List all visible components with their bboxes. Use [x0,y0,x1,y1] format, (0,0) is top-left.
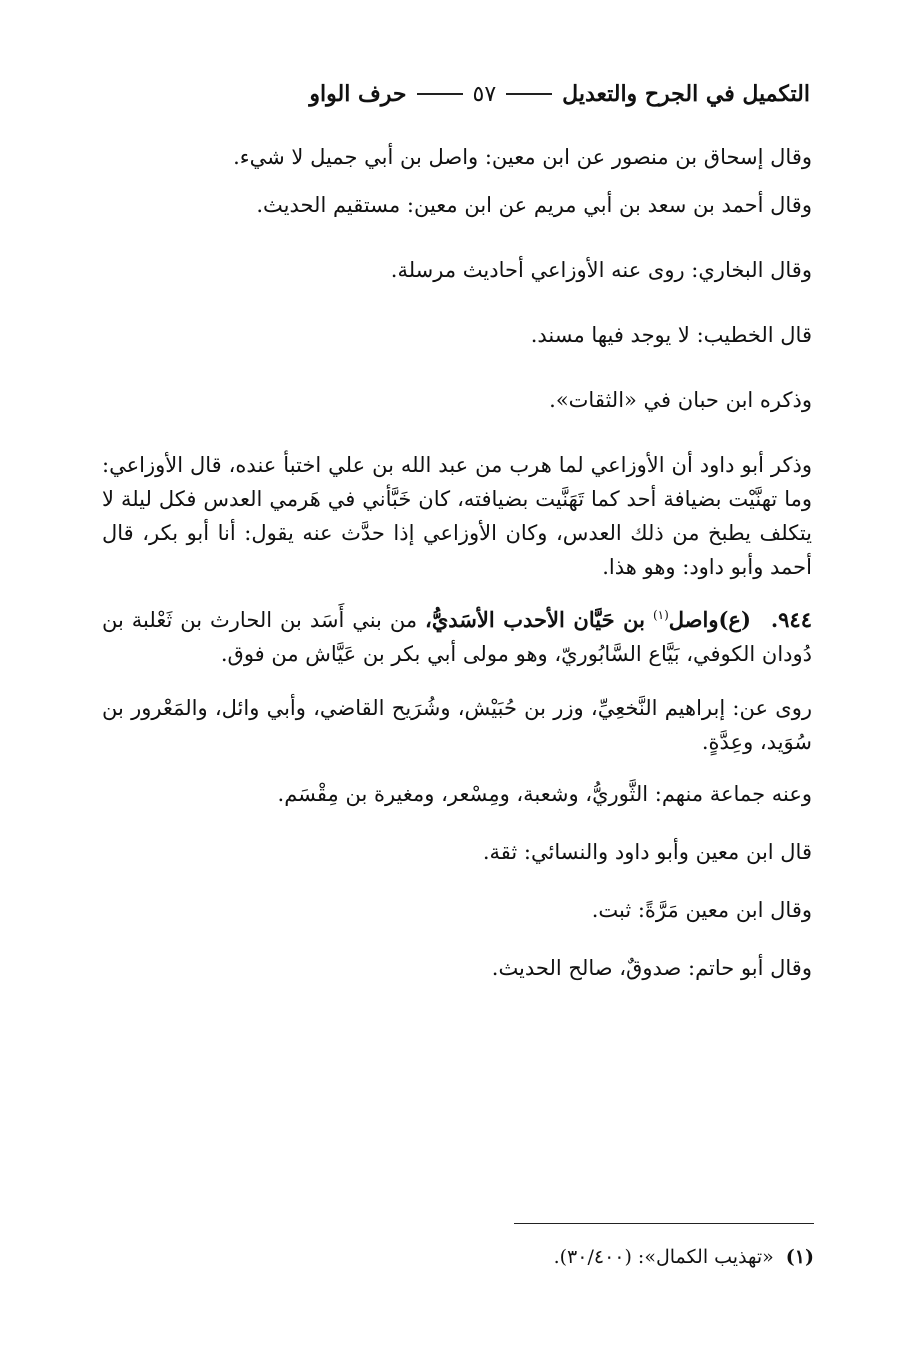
footnote-reference[interactable]: (١) [652,608,669,622]
footnote-mark: (١) [785,1246,814,1268]
running-header [110,74,810,114]
body-text [102,140,812,985]
paragraph: قال ابن معين وأبو داود والنسائي: ثقة. [482,840,812,864]
footnote-divider [514,1223,814,1224]
entry-text: من بني أَسَد بن الحارث بن ثَعْلبة بن دُودان الكوفي، بَيَّاع السَّابُوريّ، وهو مولى أبي بكر بن عَيَّاش من فوق. [102,608,812,666]
entry-siglum: (ع) [718,607,751,632]
entry-name: واصل [668,607,719,632]
entry-name-rest: بن حَيَّان الأحدب الأسَديُّ، [425,607,645,632]
paragraph: وقال أبو حاتم: صدوقٌ، صالح الحديث. [491,956,812,980]
book-title: التكميل في الجرح والتعديل [562,81,810,107]
biography-entry [102,598,812,671]
header-dash [417,93,463,95]
paragraph: وذكر أبو داود أن الأوزاعي لما هرب من عبد الله بن علي اختبأ عنده، قال الأوزاعي: وما تهنَّيْت بضيافة أحد كما تَهَنَّيت بضيافته، كان خَبَّأني في هَرمي العدس فكل ليلة لا يتكلف يطبخ من ذلك العدس، وكان الأوزاعي إذا حدَّث عنه يقول: أنا أبو بكر، قال أحمد وأبو داود: وهو هذا. [102,453,812,579]
entry-number: ٩٤٤. [770,607,812,632]
paragraph: قال الخطيب: لا يوجد فيها مسند. [530,323,812,347]
footnote [314,1242,814,1272]
paragraph: وقال البخاري: روى عنه الأوزاعي أحاديث مرسلة. [390,258,812,282]
paragraph: وقال إسحاق بن منصور عن ابن معين: واصل بن أبي جميل لا شيء. [233,145,812,169]
page-number: ٥٧ [472,81,497,107]
footnote-text: «تهذيب الكمال»: (٣٠/٤٠٠). [553,1246,774,1268]
section-title: حرف الواو [309,81,407,107]
paragraph: وعنه جماعة منهم: الثَّوريُّ، وشعبة، ومِسْعر، ومغيرة بن مِقْسَم. [277,782,812,806]
paragraph: وذكره ابن حبان في «الثقات». [549,388,812,412]
paragraph: وقال أحمد بن سعد بن أبي مريم عن ابن معين: مستقيم الحديث. [256,193,812,217]
paragraph: روى عن: إبراهيم النَّخعِيِّ، وزر بن حُبَيْش، وشُرَيح القاضي، وأبي وائل، والمَعْرور بن سُوَيد، وعِدَّةٍ. [102,696,812,754]
paragraph: وقال ابن معين مَرَّةً: ثبت. [591,898,812,922]
header-dash [506,93,552,95]
